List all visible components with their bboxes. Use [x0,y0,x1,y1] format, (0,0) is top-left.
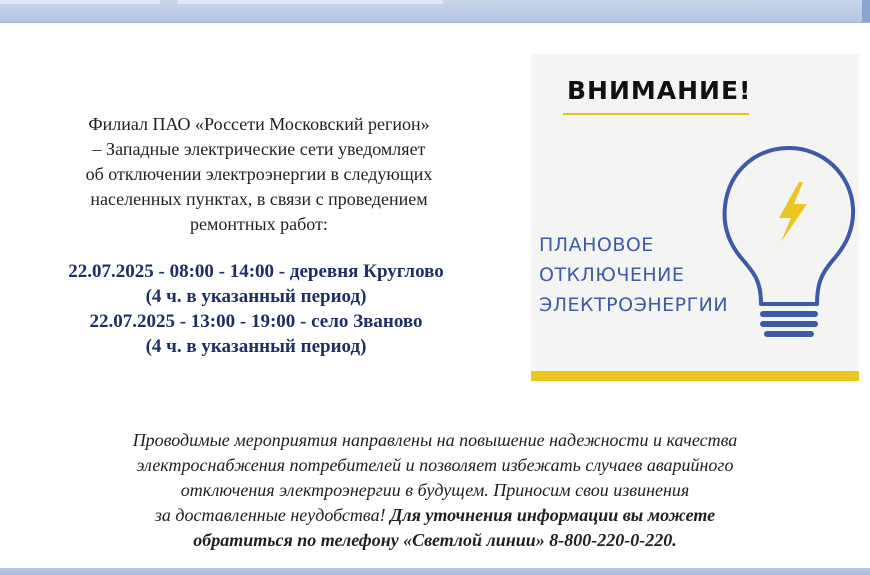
planned-outage-poster [531,54,859,381]
outage-note: (4 ч. в указанный период) [145,336,367,357]
closing-line-mixed [20,503,850,528]
lightbulb-icon [721,142,861,342]
outage-schedule [0,259,512,359]
intro-line: об отключении электроэнергии в следующих [85,164,433,184]
intro-notice [18,112,500,237]
outage-note: (4 ч. в указанный период) [145,286,367,307]
poster-caption-line: ЭЛЕКТРОЭНЕРГИИ [539,294,729,316]
top-bar-edge [862,0,870,22]
top-tab-left [0,0,160,4]
intro-line: Филиал ПАО «Россети Московский регион» [88,114,430,134]
window-bottom-bar [0,568,870,575]
closing-statement [20,428,850,553]
poster-caption [539,230,728,320]
hotline-phone: обратиться по телефону «Светлой линии» 8-800-220-0-220. [193,530,677,550]
closing-apology: за доставленные неудобства! [154,505,391,525]
closing-line: Проводимые мероприятия направлены на повышение надежности и качества [132,430,738,450]
outage-line: 22.07.2025 - 13:00 - 19:00 - село Званово [89,311,423,332]
attention-heading: ВНИМАНИЕ! [567,76,752,105]
closing-line: отключения электроэнергии в будущем. Приносим свои извинения [180,480,690,500]
info-callout: Для уточнения информации вы можете [390,505,716,525]
poster-caption-line: ПЛАНОВОЕ [539,234,654,256]
outage-line: 22.07.2025 - 08:00 - 14:00 - деревня Круглово [68,261,444,282]
intro-line: ремонтных работ: [190,214,328,234]
intro-line: – Западные электрические сети уведомляет [92,139,426,159]
poster-yellow-bar [531,371,859,381]
closing-line: электроснабжения потребителей и позволяет избежать случаев аварийного [136,455,734,475]
attention-underline [563,113,749,115]
lightning-icon [779,182,807,242]
top-tab-middle [178,0,443,4]
window-top-bar [0,0,870,23]
intro-line: населенных пунктах, в связи с проведением [90,189,428,209]
poster-caption-line: ОТКЛЮЧЕНИЕ [539,264,685,286]
